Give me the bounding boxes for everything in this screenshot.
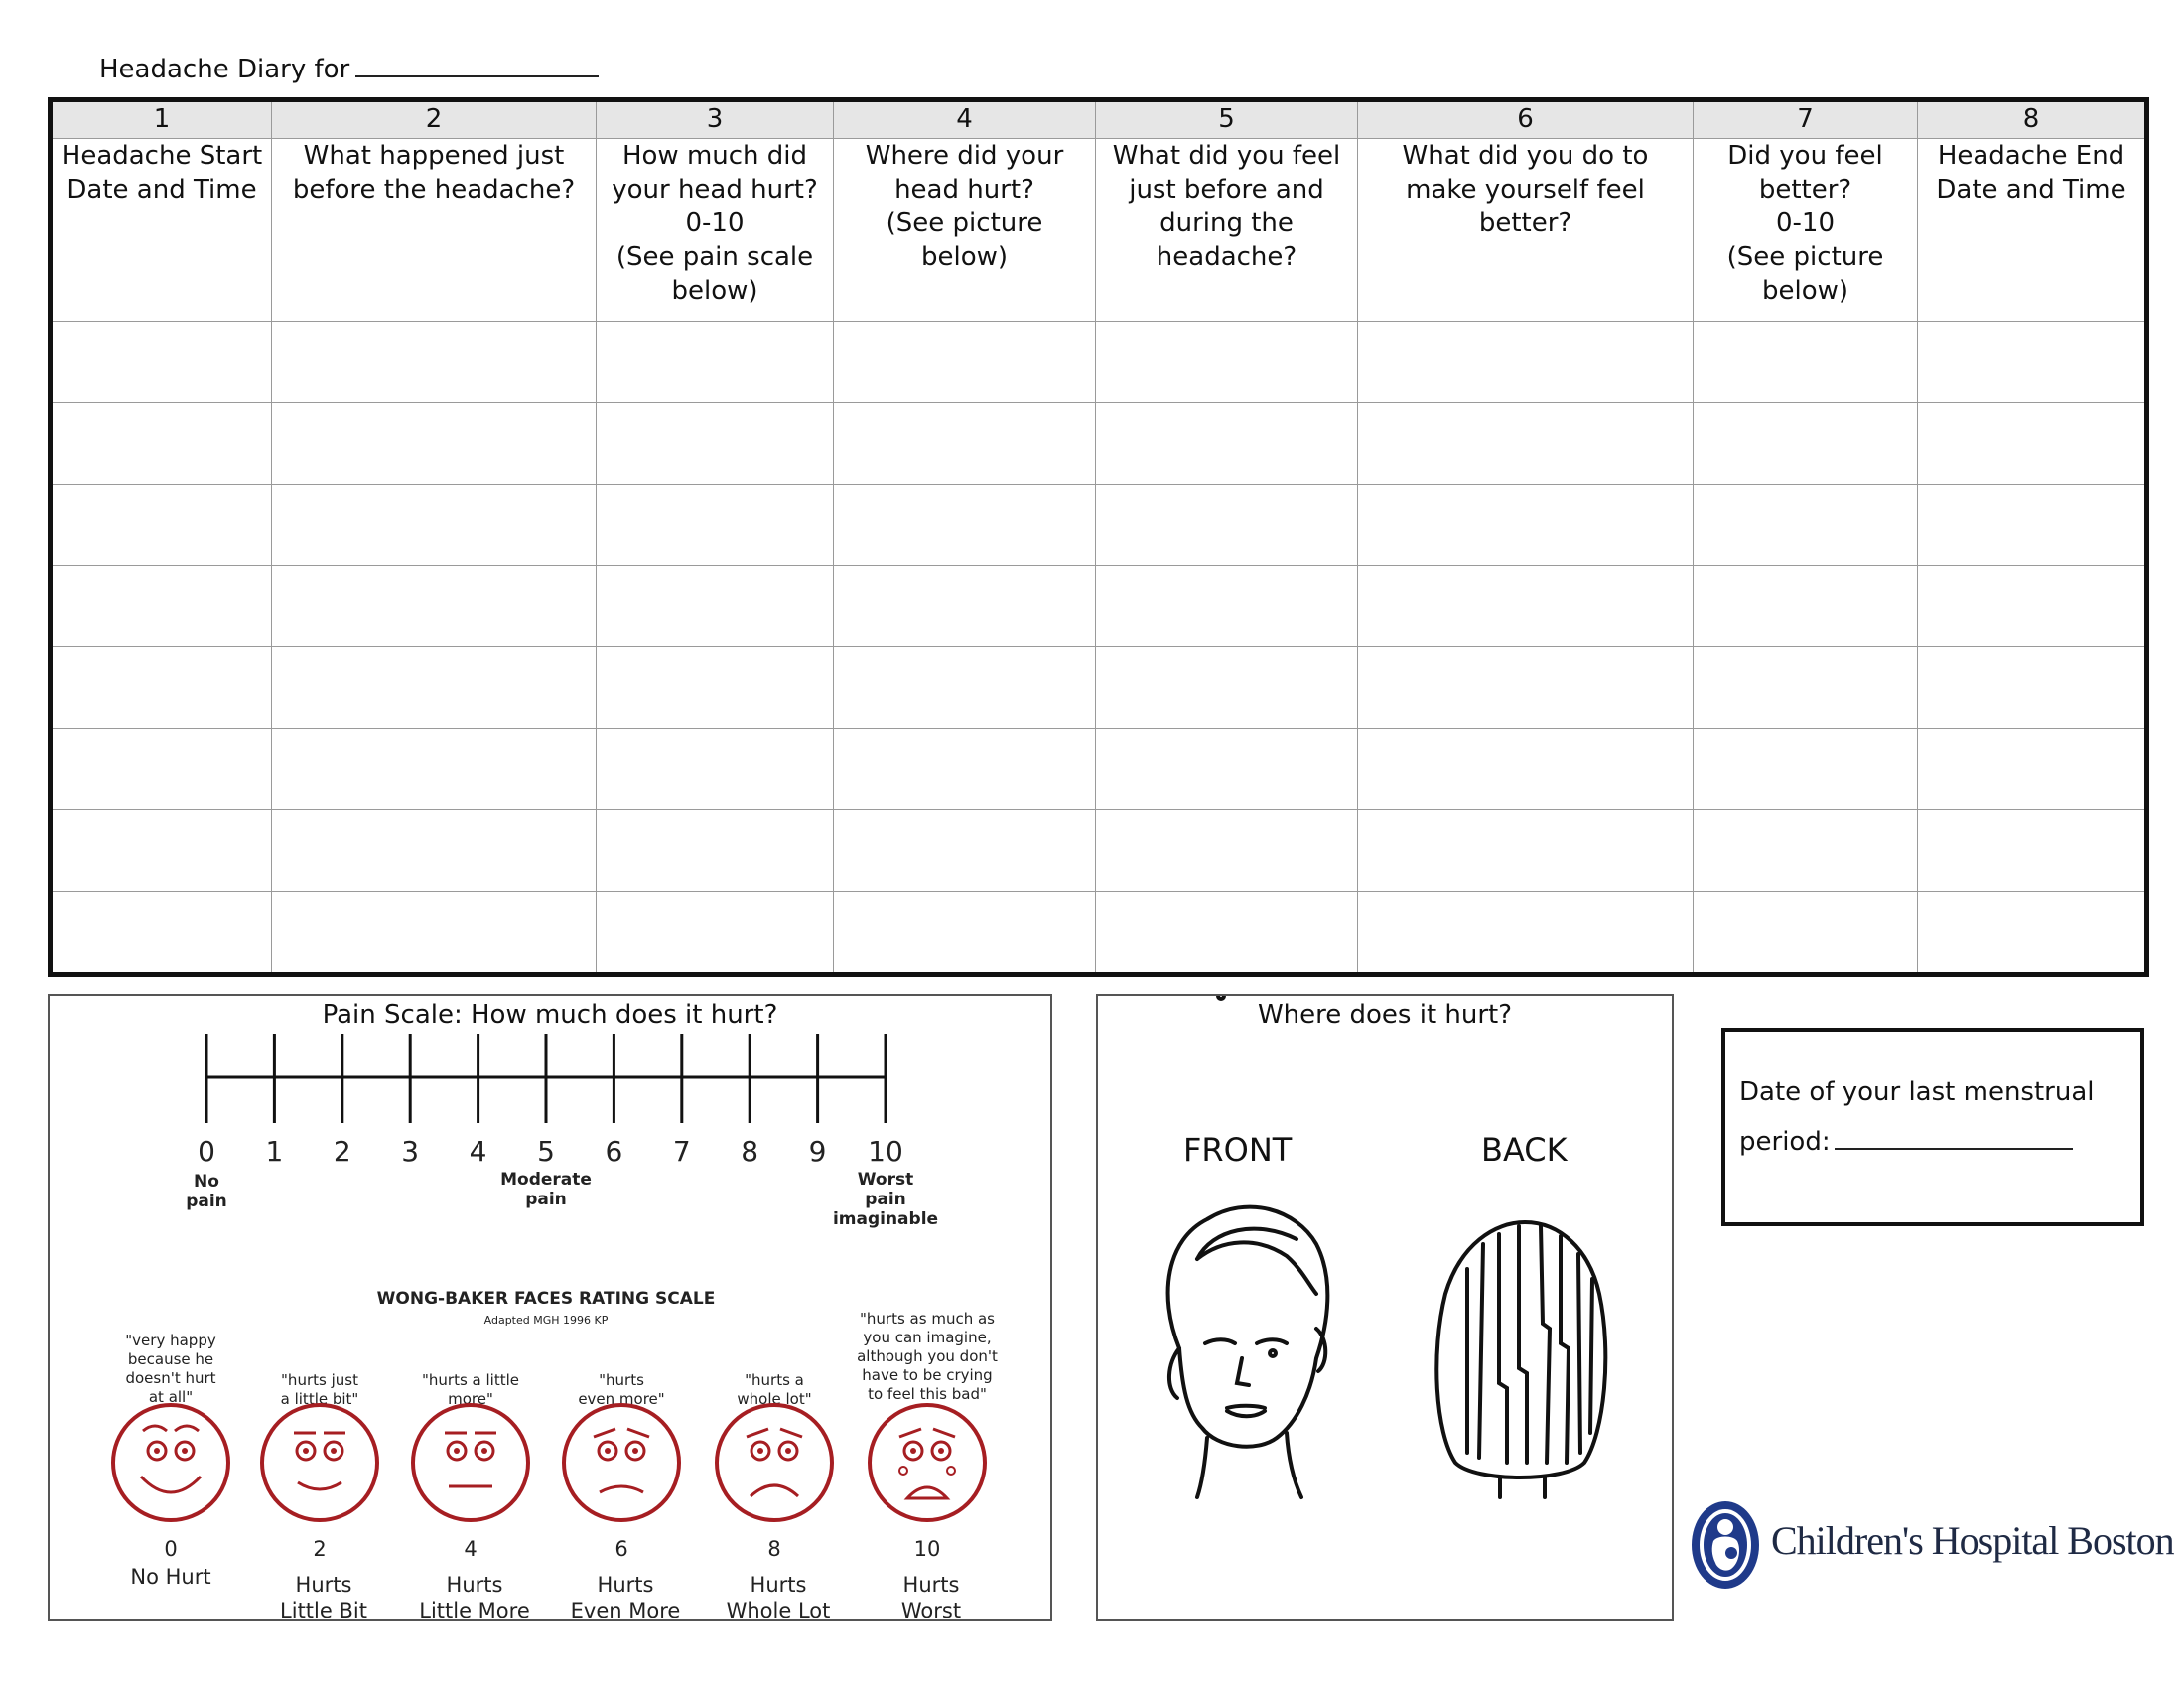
column-header-line: (See pain scale [615,242,814,272]
entry-cell[interactable] [1918,403,2147,485]
scale-tick-label: 0 [198,1135,215,1168]
title-text: Headache Diary for [99,55,350,84]
entry-cell[interactable] [51,485,272,566]
face-brow [933,1429,955,1437]
face-quote: "hurts a [745,1371,804,1389]
entry-cell[interactable] [272,647,597,729]
face-8-icon [717,1405,832,1520]
column-header-1 [51,139,272,322]
entry-cell[interactable] [834,403,1096,485]
entry-cell[interactable] [597,892,834,975]
scale-tick-label: 10 [868,1135,903,1168]
column-header-line: just before and [1129,175,1324,205]
face-pupil [632,1448,638,1454]
face-quote: "very happy [125,1332,216,1349]
column-header-line: head hurt? [894,175,1034,205]
entry-cell[interactable] [1694,647,1918,729]
table-row [51,729,2147,810]
column-header-line: below) [1761,276,1849,306]
anchor-worst: imaginable [832,1209,939,1229]
column-header-line: better? [1758,175,1852,205]
entry-cell[interactable] [1358,403,1694,485]
face-score: 2 [313,1537,327,1561]
column-header-line: How much did [621,141,808,171]
face-label: Whole Lot [726,1599,831,1619]
face-quote: "hurts [599,1371,644,1389]
entry-cell[interactable] [834,322,1096,403]
wong-baker-subtitle: Adapted MGH 1996 KP [483,1314,609,1327]
column-header-line: below) [671,276,758,306]
entry-cell[interactable] [597,485,834,566]
column-number-6: 6 [1358,100,1694,139]
face-score: 6 [614,1537,628,1561]
column-number-3: 3 [597,100,834,139]
entry-cell[interactable] [597,322,834,403]
diary-table [48,97,2149,977]
face-pupil [938,1448,944,1454]
face-tear [899,1467,907,1475]
entry-cell[interactable] [1358,322,1694,403]
entry-cell[interactable] [1918,729,2147,810]
table-row [51,566,2147,647]
scale-tick-label: 6 [605,1135,623,1168]
face-label: Little Bit [280,1599,367,1619]
face-pupil [303,1448,309,1454]
head-diagrams [1098,996,1672,1619]
scale-tick-label: 8 [741,1135,759,1168]
entry-cell[interactable] [1096,485,1358,566]
menstrual-line2: period: [1739,1127,1831,1157]
face-6-icon [564,1405,679,1520]
column-header-line: your head hurt? [612,175,818,205]
face-label: Worst [900,1599,962,1619]
column-header-line: make yourself feel [1406,175,1645,205]
entry-cell[interactable] [1096,892,1358,975]
column-header-line: Did you feel [1727,141,1883,171]
entry-cell[interactable] [1694,566,1918,647]
entry-cell[interactable] [834,566,1096,647]
face-quote: "hurts as much as [860,1310,995,1328]
face-score: 8 [767,1537,781,1561]
column-header-line: Date and Time [1936,175,2126,205]
entry-cell[interactable] [597,729,834,810]
column-header-line: Where did your [865,141,1064,171]
entry-cell[interactable] [1694,485,1918,566]
entry-cell[interactable] [1358,892,1694,975]
entry-cell[interactable] [597,647,834,729]
entry-cell[interactable] [1694,729,1918,810]
entry-cell[interactable] [834,485,1096,566]
entry-cell[interactable] [1918,322,2147,403]
entry-cell[interactable] [51,403,272,485]
anchor-no-pain: No [194,1172,219,1192]
face-quote: you can imagine, [863,1329,992,1346]
face-pupil [605,1448,611,1454]
column-header-3 [597,139,834,322]
face-brow [627,1429,649,1437]
column-number-2: 2 [272,100,597,139]
entry-cell[interactable] [51,892,272,975]
column-header-line: What happened just [303,141,565,171]
entry-cell[interactable] [1096,322,1358,403]
face-mouth [298,1482,341,1489]
column-header-7 [1694,139,1918,322]
face-quote: "hurts just [281,1371,358,1389]
column-header-row [51,139,2147,322]
column-number-5: 5 [1096,100,1358,139]
entry-cell[interactable] [1358,729,1694,810]
entry-cell[interactable] [1358,566,1694,647]
face-score: 10 [913,1537,941,1561]
entry-cell[interactable] [51,810,272,892]
column-header-line: before the headache? [292,175,576,205]
column-number-7: 7 [1694,100,1918,139]
face-0-icon [113,1405,228,1520]
column-header-line: (See picture [1726,242,1884,272]
entry-cell[interactable] [597,403,834,485]
face-quote: "hurts a little [422,1371,519,1389]
logo-emblem-icon [1688,1497,1767,1593]
face-quote: even more" [578,1390,665,1408]
entry-cell[interactable] [597,810,834,892]
entry-cell[interactable] [272,566,597,647]
entry-cell[interactable] [1096,566,1358,647]
entry-cell[interactable] [51,322,272,403]
logo-text: Children's Hospital Boston [1771,1518,2174,1563]
name-blank[interactable] [355,50,599,77]
page-title [99,50,599,84]
column-number-1: 1 [51,100,272,139]
face-quote: because he [127,1350,214,1368]
column-header-line: Headache Start [61,141,263,171]
column-header-line: What did you do to [1402,141,1649,171]
entry-cell[interactable] [1918,485,2147,566]
entry-cell[interactable] [1358,810,1694,892]
face-quote: have to be crying [862,1366,993,1384]
menstrual-line1: Date of your last menstrual [1739,1077,2095,1107]
face-quote: doesn't hurt [125,1369,216,1387]
front-head-drawing [1168,996,1328,1497]
anchor-worst: Worst [857,1170,914,1190]
face-label: Even More [570,1599,681,1619]
column-header-line: What did you feel [1112,141,1341,171]
column-number-row [51,100,2147,139]
face-pupil [481,1448,487,1454]
back-head-drawing [1436,1222,1605,1497]
face-brow [175,1426,199,1431]
column-header-line: better? [1478,209,1572,238]
face-label: Little More [419,1599,530,1619]
face-pupil [331,1448,337,1454]
entry-cell[interactable] [834,647,1096,729]
pain-scale-graphic [50,996,1050,1619]
entry-cell[interactable] [1096,647,1358,729]
anchor-moderate: pain [525,1190,567,1209]
entry-cell[interactable] [1358,485,1694,566]
pain-scale-title: Pain Scale: How much does it hurt? [322,1000,778,1030]
scale-tick-label: 5 [537,1135,555,1168]
face-quote: whole lot" [737,1390,812,1408]
entry-cell[interactable] [1096,810,1358,892]
face-label: Hurts [902,1573,960,1597]
entry-cell[interactable] [1694,892,1918,975]
column-header-line: 0-10 [1775,209,1835,238]
scale-tick-label: 7 [672,1135,691,1168]
entry-cell[interactable] [834,729,1096,810]
face-quote: at all" [148,1388,194,1406]
face-10-icon [870,1405,985,1520]
entry-cell[interactable] [272,322,597,403]
face-mouth [141,1477,201,1492]
entry-cell[interactable] [1918,647,2147,729]
menstrual-box [1721,1028,2144,1226]
face-label: No Hurt [130,1565,211,1589]
face-pupil [757,1448,763,1454]
face-score: 4 [464,1537,478,1561]
anchor-worst: pain [865,1190,906,1209]
where-hurt-box [1096,994,1674,1621]
entry-cell[interactable] [1918,566,2147,647]
face-4-icon [413,1405,528,1520]
scale-tick-label: 4 [469,1135,487,1168]
anchor-no-pain: pain [186,1192,227,1211]
entry-cell[interactable] [1918,892,2147,975]
face-quote: to feel this bad" [868,1385,987,1403]
column-header-5 [1096,139,1358,322]
back-label: BACK [1481,1131,1568,1169]
face-brow [899,1429,921,1437]
scale-tick-label: 9 [808,1135,827,1168]
column-header-8 [1918,139,2147,322]
face-label: Hurts [750,1573,807,1597]
face-brow [747,1429,768,1437]
face-quote: more" [448,1390,493,1408]
wong-baker-title: WONG-BAKER FACES RATING SCALE [376,1289,716,1309]
face-label: Hurts [597,1573,654,1597]
entry-cell[interactable] [51,566,272,647]
entry-cell[interactable] [1096,729,1358,810]
table-row [51,403,2147,485]
face-2-icon [262,1405,377,1520]
pain-scale-box [48,994,1052,1621]
face-brow [143,1426,167,1431]
face-pupil [182,1448,188,1454]
face-brow [594,1429,615,1437]
scale-tick-label: 2 [333,1135,351,1168]
table-row [51,485,2147,566]
entry-cell[interactable] [272,485,597,566]
column-header-2 [272,139,597,322]
column-header-line: Headache End [1937,141,2125,171]
entry-cell[interactable] [1358,647,1694,729]
face-brow [780,1429,802,1437]
face-pupil [910,1448,916,1454]
front-label: FRONT [1183,1131,1293,1169]
anchor-moderate: Moderate [500,1170,592,1190]
face-label: Hurts [446,1573,503,1597]
face-pupil [785,1448,791,1454]
table-row [51,892,2147,975]
column-number-4: 4 [834,100,1096,139]
column-header-line: below) [920,242,1009,272]
table-row [51,647,2147,729]
column-header-line: headache? [1156,242,1297,272]
column-header-6 [1358,139,1694,322]
column-header-line: (See picture [886,209,1043,238]
face-tear [947,1467,955,1475]
entry-cell[interactable] [1918,810,2147,892]
face-pupil [454,1448,460,1454]
entry-cell[interactable] [51,729,272,810]
face-pupil [154,1448,160,1454]
entry-cell[interactable] [272,403,597,485]
column-header-4 [834,139,1096,322]
face-quote: although you don't [857,1347,998,1365]
column-header-line: during the [1160,209,1294,238]
entry-cell[interactable] [272,729,597,810]
table-row [51,810,2147,892]
menstrual-date-blank[interactable] [1835,1126,2073,1150]
entry-cell[interactable] [1694,403,1918,485]
face-mouth [907,1487,947,1498]
table-row [51,322,2147,403]
face-mouth [751,1485,798,1496]
face-quote: a little bit" [280,1390,359,1408]
face-score: 0 [164,1537,178,1561]
hospital-logo [1688,1497,2174,1593]
entry-cell[interactable] [1694,810,1918,892]
column-header-line: 0-10 [685,209,745,238]
entry-cell[interactable] [272,810,597,892]
entry-cell[interactable] [834,810,1096,892]
entry-cell[interactable] [597,566,834,647]
entry-cell[interactable] [51,647,272,729]
column-header-line: Date and Time [67,175,257,205]
face-label: Hurts [295,1573,352,1597]
entry-cell[interactable] [834,892,1096,975]
entry-cell[interactable] [1694,322,1918,403]
where-hurt-title: Where does it hurt? [1257,1000,1513,1030]
column-number-8: 8 [1918,100,2147,139]
entry-cell[interactable] [272,892,597,975]
scale-tick-label: 3 [401,1135,420,1168]
scale-tick-label: 1 [265,1135,284,1168]
entry-cell[interactable] [1096,403,1358,485]
face-mouth [600,1486,643,1492]
